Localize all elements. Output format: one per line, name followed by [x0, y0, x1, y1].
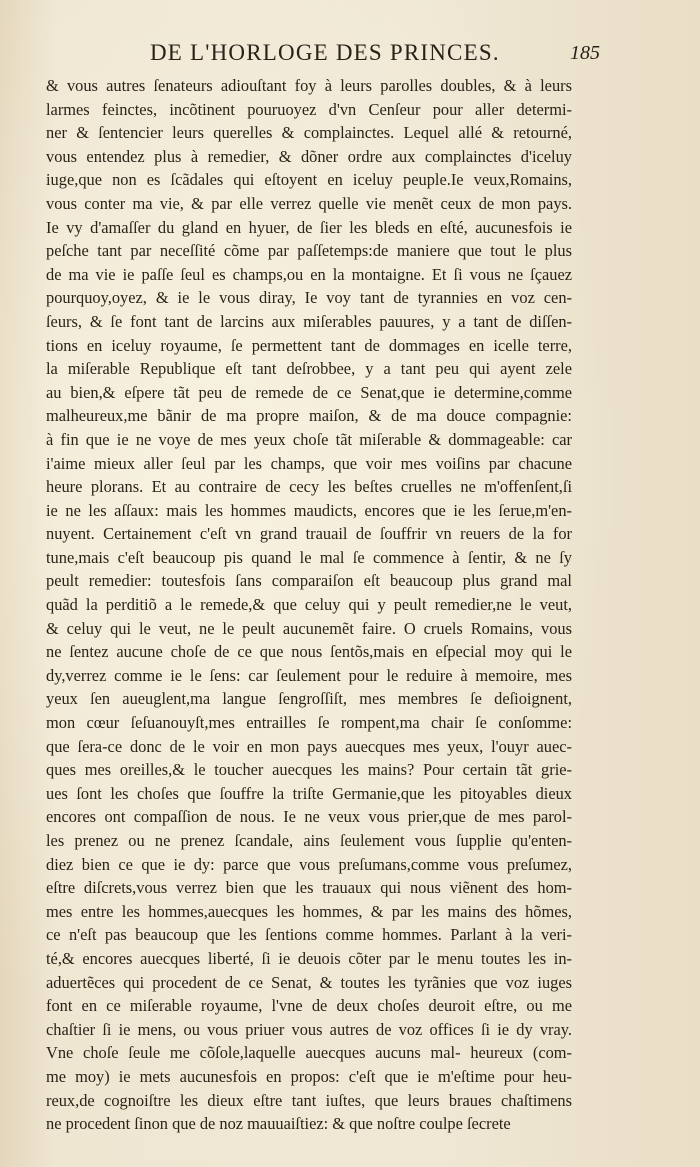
text-line: que ſera-ce donc de le voir en mon pays auecques mes yeux, l'ouyr auec- — [46, 736, 572, 756]
text-line: aduertẽces qui procedent de ce Senat, & toutes les tyrãnies que voz iuges — [46, 972, 572, 992]
text-line: ce n'eſt pas beaucoup que les ſentions comme hommes. Parlant à la veri- — [46, 925, 572, 945]
text-line: ner & ſentencier leurs querelles & complainctes. Lequel allé & retourné, — [46, 123, 572, 143]
text-line: malheureux,me bãnir de ma propre maiſon, & de ma douce compagnie: — [46, 406, 572, 426]
text-line: diez bien ce que ie dy: parce que vous preſumans,comme vous preſumez, — [46, 854, 572, 874]
text-line: Vne choſe ſeule me cõſole,laquelle auecques aucuns mal- heureux (com- — [46, 1043, 572, 1063]
text-line: ie ne les aſſaux: mais les hommes maudicts, encores que ie les ſerue,m'en- — [46, 500, 572, 520]
text-line: ſeurs, & ſe font tant de larcins aux miſerables pauures, y a tant de diſſen- — [46, 311, 572, 331]
text-line: vous conter ma vie, & par elle verrez quelle vie menẽt ceux de mon pays. — [46, 193, 572, 213]
text-line: iuge,que non es ſcãdales qui eſtoyent en iceluy peuple.Ie veux,Romains, — [46, 170, 572, 190]
running-title: DE L'HORLOGE DES PRINCES. — [150, 40, 500, 65]
text-line: les prenez ou ne prenez ſcandale, ains ſeulement vous ſupplie qu'enten- — [46, 831, 572, 850]
text-line: mes entre les hommes,auecques les hommes, & par les mains des hõmes, — [46, 901, 572, 921]
text-line: quãd la perditiõ a le remede,& que celuy qui y peult remedier,ne le veut, — [46, 595, 572, 615]
text-line: heure plorans. Et au contraire de cecy les beſtes cruelles ne m'offenſent,ſi — [46, 477, 572, 497]
text-line: mon cœur ſeſuanouyſt,mes entrailles ſe rompent,ma chair ſe conſomme: — [46, 713, 572, 733]
text-line: peſche tant par neceſſité cõme par paſſetemps:de maniere que tout le plus — [46, 241, 572, 261]
text-line: peult remedier: toutesfois ſans comparaiſon eſt beaucoup plus grand mal — [46, 571, 572, 591]
text-line: ne procedent ſinon que de noz mauuaiſtiez: & que noſtre coulpe ſecrete — [46, 1114, 511, 1134]
text-line: larmes feinctes, incõtinent pouruoyez d'vn Cenſeur pour aller determi- — [46, 99, 572, 119]
text-line: & celuy qui le veut, ne le peult aucunemẽt faire. O cruels Romains, vous — [46, 618, 572, 638]
text-line: encores ont compaſſion de nous. Ie ne veux vous prier,que de mes parol- — [46, 807, 572, 827]
text-line: ues ſont les choſes que ſouffre la triſte Germanie,que les pitoyables dieux — [46, 783, 572, 803]
text-body — [46, 74, 572, 1136]
text-line: reux,de cognoiſtre les dieux eſtre tant iuſtes, que leurs braues chaſtimens — [46, 1090, 572, 1110]
text-line: pourquoy,oyez, & ie le vous diray, Ie voy tant de tyrannies en voz cen- — [46, 288, 572, 308]
text-line: nuyent. Certainement c'eſt vn grand trauail de ſouffrir vn reuers de la for — [46, 524, 572, 544]
text-line: & vous autres ſenateurs adiouſtant foy à leurs parolles doubles, & à leurs — [46, 76, 572, 95]
text-line: à fin que ie ne voye de mes yeux choſe tãt miſerable & dommageable: car — [46, 429, 572, 449]
text-line: de ma vie ie paſſe ſeul es champs,ou en la montaigne. Et ſi vous ne ſçauez — [46, 264, 572, 284]
text-line: té,& encores auecques liberté, ſi ie deuois cõter par le menu toutes les in- — [46, 948, 572, 968]
text-line: font en ce miſerable royaume, l'vne de deux choſes deuroit eſtre, ou me — [46, 996, 572, 1016]
text-line: yeux ſen aueuglent,ma langue ſengroſſiſt, mes membres ſe deſioignent, — [46, 689, 572, 709]
text-line: dy,verrez comme ie le ſens: car ſeulement pour le reduire à memoire, mes — [46, 665, 572, 685]
text-line: ques mes oreilles,& le toucher auecques les mains? Pour certain tãt grie- — [46, 760, 572, 780]
text-line: i'aime mieux aller ſeul par les champs, que voir mes voiſins par chacune — [46, 453, 572, 473]
text-line: au bien,& eſpere tãt peu de remede de ce Senat,que ie determine,comme — [46, 382, 572, 402]
text-line: ne ſentez aucune choſe de ce que nous ſentõs,mais en eſpecial moy qui le — [46, 642, 572, 662]
text-line: la miſerable Republique eſt tant deſrobbee, y a tant peu qui ayent zele — [46, 359, 572, 379]
text-line: me moy) ie mets aucunesfois en propos: c'eſt que ie m'eſtime pour heu- — [46, 1066, 572, 1086]
text-line: vous entendez plus à remedier, & dõner ordre aux complainctes d'iceluy — [46, 146, 572, 166]
text-line: tune,mais c'eſt beaucoup pis quand le mal ſe commence à ſentir, & ne ſy — [46, 547, 572, 567]
page-number: 185 — [570, 42, 600, 64]
text-line: chaſtier ſi ie mens, ou vous priuer vous autres de voz offices ſi ie dy vray. — [46, 1019, 572, 1039]
text-line: eſtre diſcrets,vous verrez bien que les trauaux qui nous viẽnent des hom- — [46, 878, 572, 898]
text-line: Ie vy d'amaſſer du gland en hyuer, de ſier les bleds en eſté, aucunesfois ie — [46, 217, 572, 237]
page-header — [0, 40, 700, 70]
text-line: tions en iceluy royaume, ſe permettent tant de dommages en icelle terre, — [46, 335, 572, 355]
